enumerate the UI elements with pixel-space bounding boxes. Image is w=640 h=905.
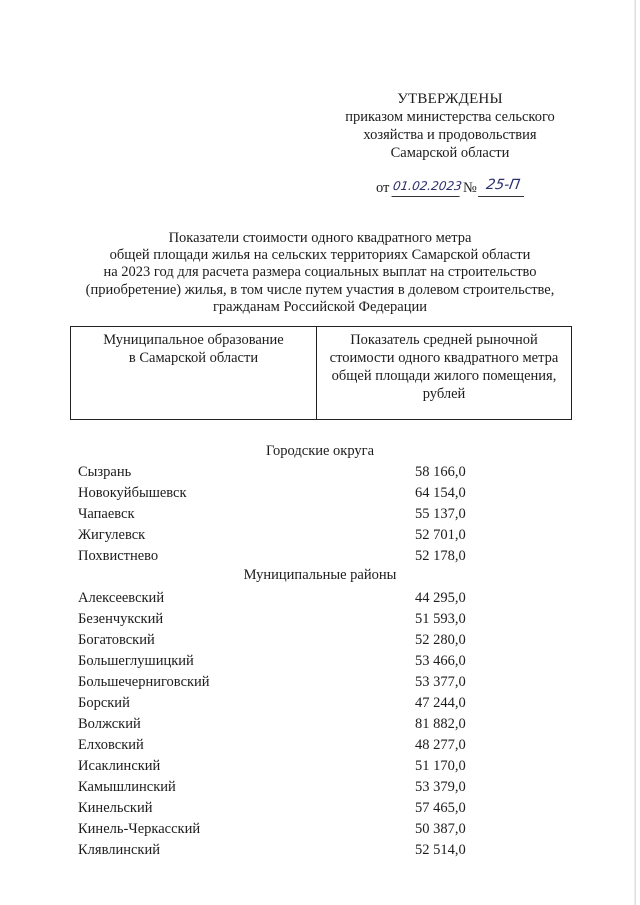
price-value: 52 178,0: [415, 548, 466, 564]
price-value: 52 701,0: [415, 527, 466, 543]
scan-page-edge: [634, 0, 636, 905]
municipality-name: Кинель-Черкасский: [78, 821, 201, 837]
table-row: [78, 525, 498, 545]
header-price-indicator: [317, 327, 571, 419]
title-line: на 2023 год для расчета размера социальных выплат на строительство: [103, 264, 537, 281]
municipality-name: Большеглушицкий: [78, 653, 194, 669]
price-value: 57 465,0: [415, 800, 466, 816]
order-number-sign: №: [463, 180, 477, 196]
table-row: [78, 651, 498, 671]
header-text: Показатель средней рыночной: [350, 332, 538, 348]
table-header: [70, 326, 572, 420]
table-row: [78, 735, 498, 755]
price-value: 52 280,0: [415, 632, 466, 648]
header-text: Муниципальное образование: [103, 332, 284, 348]
price-value: 51 593,0: [415, 611, 466, 627]
municipality-name: Чапаевск: [78, 506, 135, 522]
municipality-name: Богатовский: [78, 632, 155, 648]
municipality-name: Камышлинский: [78, 779, 176, 795]
approval-block: [330, 90, 570, 162]
table-row: [78, 756, 498, 776]
table-row: [78, 693, 498, 713]
header-text: стоимости одного квадратного метра: [329, 350, 559, 366]
municipality-name: Жигулевск: [78, 527, 146, 543]
price-value: 58 166,0: [415, 464, 466, 480]
title-line: (приобретение) жилья, в том числе путем участия в долевом строительстве,: [85, 281, 555, 298]
municipality-name: Безенчукский: [78, 611, 164, 627]
title-line: Показатели стоимости одного квадратного метра: [168, 230, 472, 246]
price-value: 53 466,0: [415, 653, 466, 669]
table-row: [78, 483, 498, 503]
table-row: [78, 462, 498, 482]
municipality-name: Елховский: [78, 737, 144, 753]
table-row: [78, 588, 498, 608]
table-row: [78, 504, 498, 524]
table-row: [78, 798, 498, 818]
price-value: 51 170,0: [415, 758, 466, 774]
municipality-name: Похвистнево: [78, 548, 159, 564]
price-value: 53 377,0: [415, 674, 466, 690]
municipality-name: Клявлинский: [78, 842, 160, 858]
municipality-name: Сызрань: [78, 464, 132, 480]
order-prefix: от: [376, 180, 390, 196]
price-value: 44 295,0: [415, 590, 466, 606]
price-value: 52 514,0: [415, 842, 466, 858]
approval-line: приказом министерства сельского: [345, 109, 555, 125]
municipality-name: Волжский: [78, 716, 141, 732]
approval-line: хозяйства и продовольствия: [363, 127, 537, 143]
approval-heading: УТВЕРЖДЕНЫ: [397, 91, 503, 107]
municipality-name: Борский: [78, 695, 130, 711]
header-text: рублей: [422, 386, 466, 402]
document-title: [70, 230, 570, 316]
table-row: [78, 714, 498, 734]
price-value: 55 137,0: [415, 506, 466, 522]
table-row: [78, 819, 498, 839]
table-row: [78, 840, 498, 860]
order-date-handwritten: 01.02.2023: [392, 176, 463, 197]
municipality-name: Большечерниговский: [78, 674, 210, 690]
table-row: [78, 630, 498, 650]
header-municipality: [71, 327, 317, 419]
municipality-name: Кинельский: [78, 800, 153, 816]
price-value: 50 387,0: [415, 821, 466, 837]
order-reference: [376, 178, 536, 200]
price-value: 47 244,0: [415, 695, 466, 711]
price-value: 53 379,0: [415, 779, 466, 795]
header-text: в Самарской области: [128, 350, 259, 366]
price-value: 64 154,0: [415, 485, 466, 501]
order-number-handwritten: 25-П: [478, 174, 528, 197]
section-title-municipal-districts: Муниципальные районы: [243, 567, 397, 583]
approval-line: Самарской области: [390, 145, 510, 161]
table-row: [78, 546, 498, 566]
title-line: общей площади жилья на сельских территориях Самарской области: [109, 247, 531, 264]
municipality-name: Исаклинский: [78, 758, 161, 774]
table-row: [78, 777, 498, 797]
header-text: общей площади жилого помещения,: [331, 368, 557, 384]
table-row: [78, 609, 498, 629]
municipality-name: Алексеевский: [78, 590, 165, 606]
section-title-city-districts: Городские округа: [265, 443, 375, 459]
title-line: гражданам Российской Федерации: [212, 298, 428, 315]
price-value: 48 277,0: [415, 737, 466, 753]
table-row: [78, 672, 498, 692]
price-value: 81 882,0: [415, 716, 466, 732]
municipality-name: Новокуйбышевск: [78, 485, 187, 501]
